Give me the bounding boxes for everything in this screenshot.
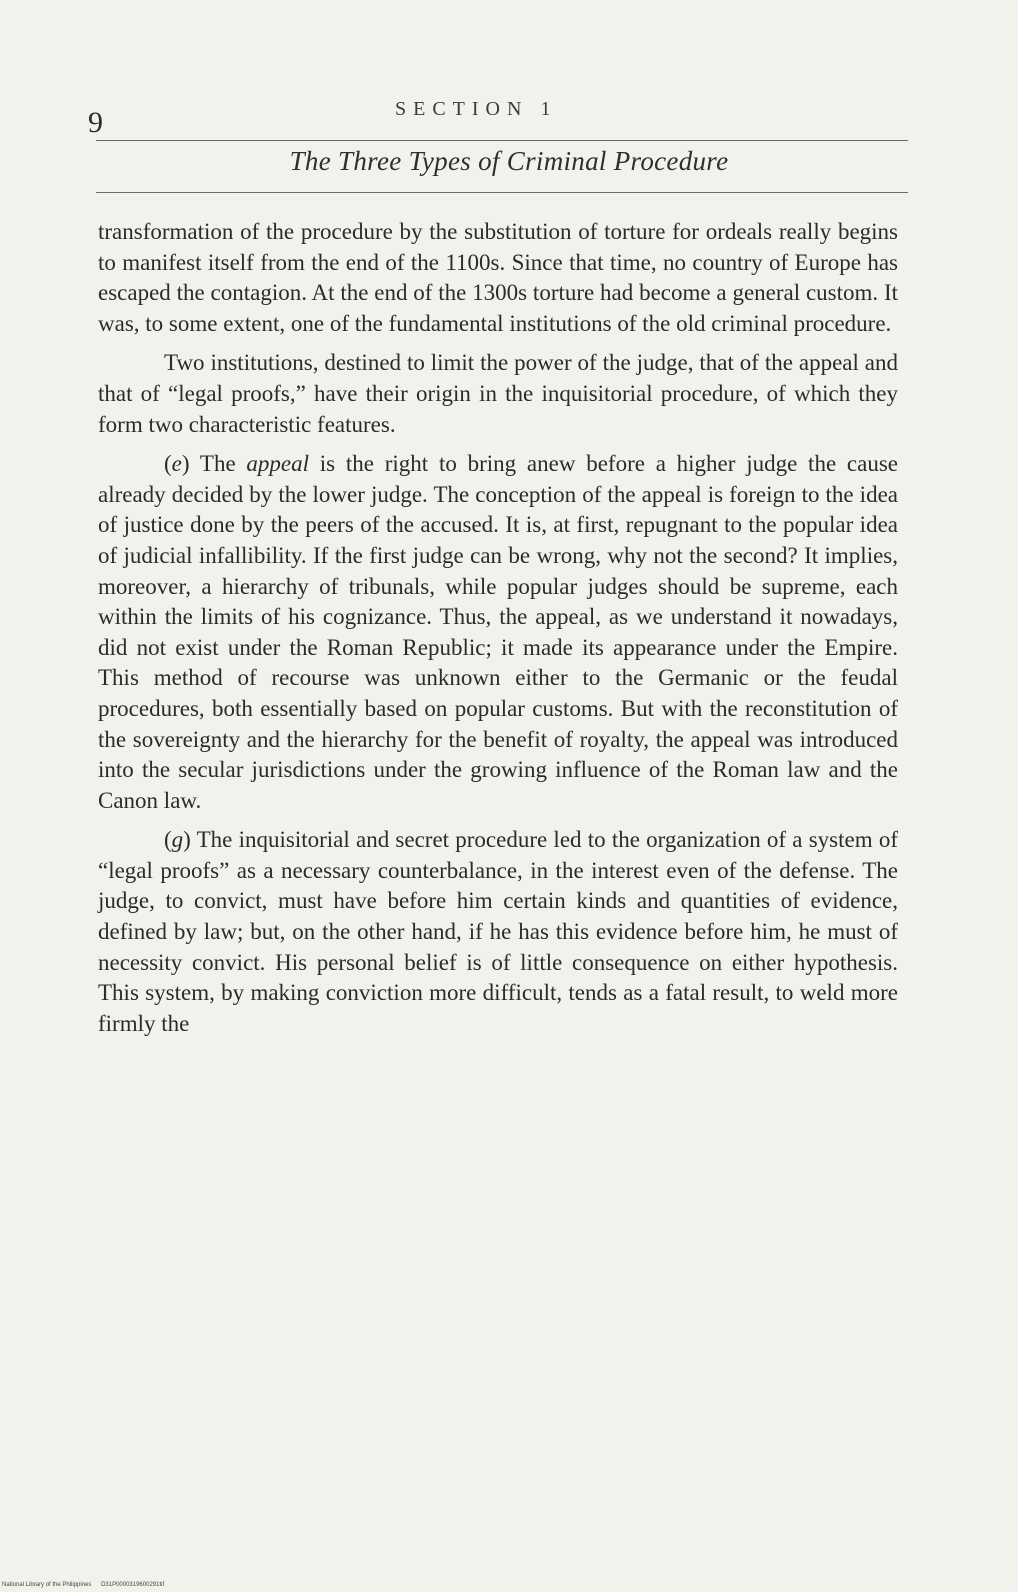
- section-label: SECTION 1: [395, 98, 558, 120]
- paragraph: [98, 449, 898, 816]
- body-text: [98, 217, 898, 1048]
- italic-text: appeal: [246, 451, 310, 477]
- paragraph: [98, 825, 898, 1039]
- italic-text: e: [171, 451, 182, 477]
- paragraph-text: transformation of the procedure by the substitution of torture for ordeals really begins to manifest itself from the end of the 1100s. Since that time, no country of Europe has escaped the contagion. At the end of the 1300s torture had become a general custom. It was, to some extent, one of the fundamental institutions of the old criminal procedure.: [98, 219, 898, 336]
- footer-identifier: D31P0000319600291tif: [101, 1582, 165, 1588]
- paragraph-text: (: [164, 451, 172, 477]
- paragraph-text: is the right to bring anew before a higher judge the cause already decided by the lower judge. The conception of the appeal is foreign to the idea of justice done by the peers of the accused. It is, at first, repugnant to the popular idea of judicial infallibility. If the first judge can be wrong, why not the second? It implies, moreover, a hierarchy of tribunals, while popular judges should be supreme, each within the limits of his cognizance. Thus, the appeal, as we understand it nowadays, did not exist under the Roman Republic; it made its appearance under the Empire. This method of recourse was unknown either to the Germanic or the feudal procedures, both essentially based on popular customs. But with the reconstitution of the sovereignty and the hierarchy for the benefit of royalty, the appeal was introduced into the secular jurisdictions under the growing influence of the Roman law and the Canon law.: [98, 451, 898, 813]
- italic-text: g: [171, 827, 184, 853]
- header-rule-bottom: [96, 192, 908, 193]
- page-number: 9: [88, 106, 103, 139]
- paragraph: [98, 217, 898, 339]
- footer-library: National Library of the Philippines: [2, 1582, 92, 1588]
- paragraph: [98, 348, 898, 440]
- header-rule-top: [96, 140, 908, 141]
- paragraph-text: ) The: [181, 451, 247, 477]
- scan-footer: [2, 1582, 172, 1588]
- paragraph-text: ) The inquisitorial and secret procedure led to the organization of a system of “legal proofs” as a necessary counterbalance, in the interest even of the defense. The judge, to convict, must have before him certain kinds and quantities of evidence, defined by law; but, on the other hand, if he has this evidence before him, he must of necessity convict. His personal belief is of little consequence on either hypothesis. This system, by making conviction more difficult, tends as a fatal result, to weld more firmly the: [98, 827, 898, 1036]
- chapter-title: The Three Types of Criminal Procedure: [289, 146, 729, 176]
- paragraph-text: (: [164, 827, 172, 853]
- paragraph-text: Two institutions, destined to limit the power of the judge, that of the appeal and that of “legal proofs,” have their origin in the inquisitorial procedure, of which they form two characteristic features.: [98, 350, 898, 437]
